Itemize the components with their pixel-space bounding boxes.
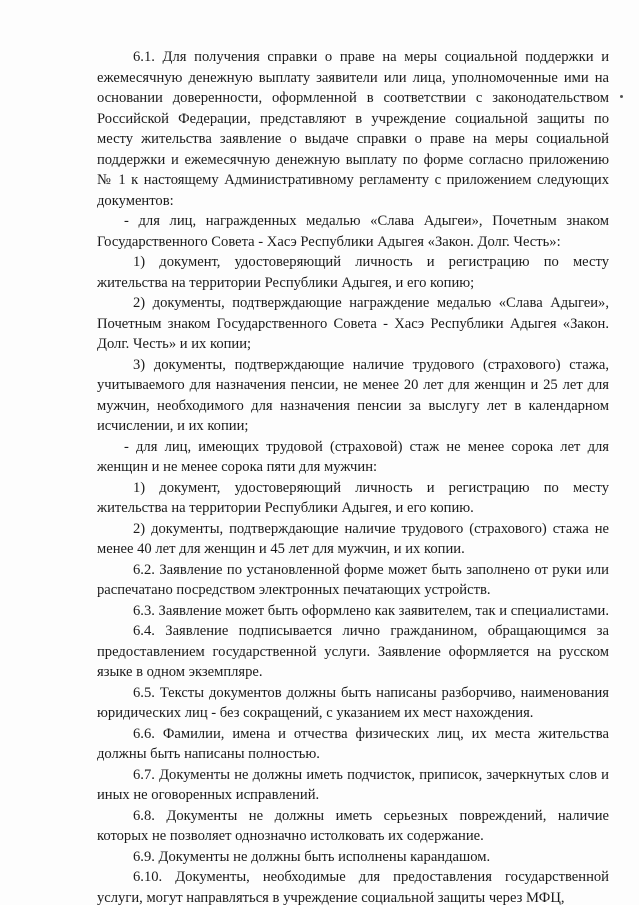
paragraph-6-2: 6.2. Заявление по установленной форме может быть заполнено от руки или распечатано посредством электронных печатающих устройств. — [97, 561, 609, 598]
paragraph-6-4: 6.4. Заявление подписывается лично гражданином, обращающимся за предоставлением государственной услуги. Заявление оформляется на русском языке в одном экземпляре. — [97, 623, 609, 680]
paragraph-list-work-experience: - для лиц, имеющих трудовой (страховой) стаж не менее сорока лет для женщин и не менее сорока пяти для мужчин: — [97, 438, 609, 475]
paragraph-experience-item-1: 1) документ, удостоверяющий личность и регистрацию по месту жительства на территории Республики Адыгея, и его копию. — [97, 479, 609, 516]
paragraph-medal-item-3: 3) документы, подтверждающие наличие трудового (страхового) стажа, учитываемого для назначения пенсии, не менее 20 лет для женщин и 25 лет для мужчин, необходимого для назначения пенсии за выслугу лет в календарном исчислении, и их копии; — [97, 356, 609, 434]
paragraph-6-3: 6.3. Заявление может быть оформлено как заявителем, так и специалистами. — [133, 602, 609, 619]
paragraph-6-10: 6.10. Документы, необходимые для предоставления государственной услуги, могут направляться в учреждение социальной защиты через МФЦ, — [97, 869, 609, 906]
paragraph-6-9: 6.9. Документы не должны быть исполнены карандашом. — [133, 848, 491, 865]
paragraph-6-5: 6.5. Тексты документов должны быть написаны разборчиво, наименования юридических лиц - без сокращений, с указанием их мест нахождения. — [97, 684, 609, 721]
paragraph-medal-item-2: 2) документы, подтверждающие награждение медалью «Слава Адыгеи», Почетным знаком Государственного Совета - Хасэ Республики Адыгея «Закон. Долг. Честь» и их копии; — [97, 295, 609, 352]
paragraph-6-6: 6.6. Фамилии, имена и отчества физических лиц, их места жительства должны быть написаны полностью. — [97, 725, 609, 762]
document-body — [97, 47, 609, 908]
paragraph-6-1: 6.1. Для получения справки о праве на меры социальной поддержки и ежемесячную денежную выплату заявители или лица, уполномоченные ими на основании доверенности, оформленной в соответствии с законодательством Российской Федерации, представляют в учреждение социальной защиты по месту жительства заявление о выдаче справки о праве на меры социальной поддержки и ежемесячную денежную выплату по форме согласно приложению № 1 к настоящему Административному регламенту с приложением следующих документов: — [97, 49, 609, 209]
paragraph-list-medal-holders: - для лиц, награжденных медалью «Слава Адыгеи», Почетным знаком Государственного Совета - Хасэ Республики Адыгея «Закон. Долг. Честь»: — [97, 213, 609, 250]
paragraph-6-7: 6.7. Документы не должны иметь подчисток, приписок, зачеркнутых слов и иных не оговоренных исправлений. — [97, 766, 609, 803]
paragraph-6-8: 6.8. Документы не должны иметь серьезных повреждений, наличие которых не позволяет однозначно истолковать их содержание. — [97, 807, 609, 844]
paragraph-medal-item-1: 1) документ, удостоверяющий личность и регистрацию по месту жительства на территории Республики Адыгея, и его копию; — [97, 254, 609, 291]
paragraph-experience-item-2: 2) документы, подтверждающие наличие трудового (страхового) стажа не менее 40 лет для женщин и 45 лет для мужчин, и их копии. — [97, 520, 609, 557]
scan-speck — [620, 95, 623, 98]
